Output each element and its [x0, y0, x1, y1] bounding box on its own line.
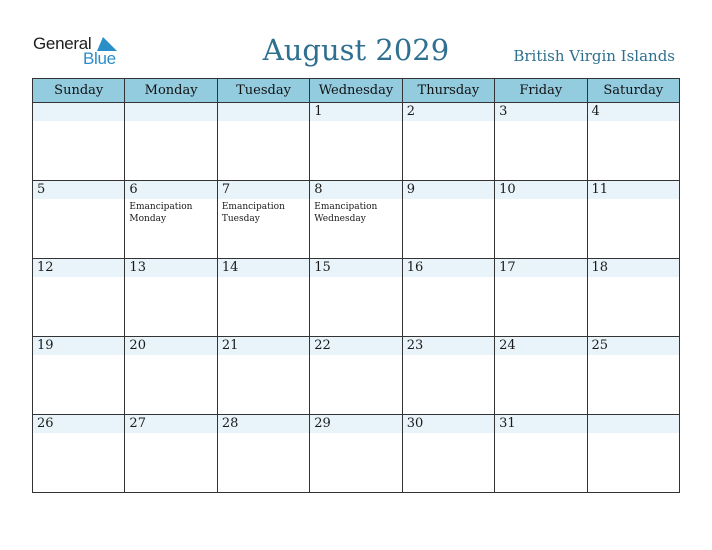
day-number: 29: [314, 416, 331, 431]
calendar-grid: [32, 78, 680, 493]
day-number: 9: [406, 182, 415, 197]
day-cell: [217, 103, 309, 181]
day-cell: [217, 415, 309, 493]
day-number: 30: [406, 416, 424, 431]
day-number: 15: [314, 260, 331, 275]
holiday-label: [588, 276, 679, 279]
day-cell: [310, 415, 402, 493]
logo-text-blue: Blue: [83, 49, 116, 68]
weekday-monday: Monday: [125, 79, 217, 103]
day-number: 2: [406, 104, 415, 119]
day-number: 18: [591, 260, 609, 275]
day-cell: [33, 181, 125, 259]
holiday-label: [218, 354, 309, 357]
day-number: 22: [314, 338, 331, 353]
holiday-label: Emancipation Wednesday: [314, 202, 378, 224]
day-cell: [587, 337, 679, 415]
day-cell: [217, 337, 309, 415]
holiday-label: [218, 432, 309, 435]
weekday-saturday: Saturday: [587, 79, 679, 103]
day-number: 25: [591, 338, 609, 353]
week-row: [33, 415, 680, 493]
holiday-label: [33, 120, 124, 123]
day-number: 4: [591, 104, 600, 119]
day-number: 10: [499, 182, 516, 197]
day-number: 20: [129, 338, 146, 353]
day-number: 1: [314, 104, 323, 119]
day-number: 8: [314, 182, 323, 197]
day-number: 31: [499, 416, 516, 431]
day-number: 26: [37, 416, 54, 431]
holiday-label: [588, 354, 679, 357]
weekday-sunday: Sunday: [33, 79, 125, 103]
day-number: 19: [37, 338, 54, 353]
day-number: [125, 103, 216, 120]
holiday-label: [403, 120, 494, 123]
holiday-label: [33, 198, 124, 201]
day-cell: [495, 181, 587, 259]
holiday-label: [588, 432, 679, 435]
weekday-wednesday: Wednesday: [310, 79, 402, 103]
day-number: 27: [129, 416, 146, 431]
day-number: 16: [406, 260, 424, 275]
day-cell: [495, 103, 587, 181]
holiday-label: [33, 276, 124, 279]
day-number: 14: [221, 260, 239, 275]
holiday-label: [218, 120, 309, 123]
logo-text-general: General: [33, 34, 92, 53]
day-cell: [587, 259, 679, 337]
day-number: 5: [37, 182, 46, 197]
day-cell: [402, 259, 494, 337]
holiday-label: [403, 276, 494, 279]
day-cell: [125, 415, 217, 493]
day-cell: [587, 415, 679, 493]
day-cell: [402, 415, 494, 493]
day-cell: [495, 415, 587, 493]
day-cell: [587, 103, 679, 181]
day-number: 7: [221, 182, 231, 197]
day-number: 28: [221, 416, 239, 431]
day-cell: [495, 337, 587, 415]
day-number: [218, 103, 309, 120]
holiday-label: [125, 120, 216, 123]
holiday-label: [310, 120, 401, 123]
day-cell: [125, 181, 217, 259]
week-row: [33, 259, 680, 337]
holiday-label: [495, 354, 586, 357]
day-cell: [402, 337, 494, 415]
holiday-label: [125, 432, 216, 435]
week-row: [33, 103, 680, 181]
holiday-label: [218, 276, 309, 279]
holiday-label: [125, 276, 216, 279]
day-cell: [217, 181, 309, 259]
day-cell: [125, 337, 217, 415]
day-cell: [125, 259, 217, 337]
day-number: 6: [129, 182, 138, 197]
day-cell: [33, 415, 125, 493]
holiday-label: [403, 432, 494, 435]
holiday-label: [33, 354, 124, 357]
day-cell: [587, 181, 679, 259]
week-row: [33, 181, 680, 259]
day-cell: [310, 337, 402, 415]
day-number: 23: [406, 338, 424, 353]
holiday-label: [588, 120, 679, 123]
holiday-label: [495, 120, 586, 123]
week-row: [33, 337, 680, 415]
day-cell: [217, 259, 309, 337]
holiday-label: [495, 276, 586, 279]
day-number: 24: [499, 338, 516, 353]
day-cell: [125, 103, 217, 181]
weekday-tuesday: Tuesday: [217, 79, 309, 103]
weekday-header-row: [33, 79, 680, 103]
day-cell: [33, 259, 125, 337]
day-cell: [310, 259, 402, 337]
holiday-label: [310, 432, 401, 435]
day-cell: [402, 103, 494, 181]
holiday-label: [310, 354, 401, 357]
holiday-label: [495, 432, 586, 435]
month-title: August 2029: [262, 33, 450, 67]
day-cell: [33, 103, 125, 181]
day-cell: [310, 181, 402, 259]
day-number: [33, 103, 124, 120]
holiday-label: [588, 198, 679, 201]
day-number: 17: [499, 260, 516, 275]
holiday-label: [403, 198, 494, 201]
holiday-label: [125, 354, 216, 357]
region-label: British Virgin Islands: [513, 47, 675, 65]
holiday-label: Emancipation Tuesday: [221, 202, 285, 224]
day-cell: [495, 259, 587, 337]
holiday-label: [310, 276, 401, 279]
day-number: [588, 415, 679, 432]
holiday-label: [403, 354, 494, 357]
weekday-thursday: Thursday: [402, 79, 494, 103]
day-number: 12: [37, 260, 54, 275]
weekday-friday: Friday: [495, 79, 587, 103]
day-number: 13: [129, 260, 146, 275]
day-number: 11: [591, 182, 609, 197]
day-cell: [402, 181, 494, 259]
holiday-label: Emancipation Monday: [129, 202, 193, 224]
day-cell: [310, 103, 402, 181]
day-cell: [33, 337, 125, 415]
day-number: 21: [221, 338, 239, 353]
holiday-label: [495, 198, 586, 201]
day-number: 3: [499, 104, 508, 119]
holiday-label: [33, 432, 124, 435]
